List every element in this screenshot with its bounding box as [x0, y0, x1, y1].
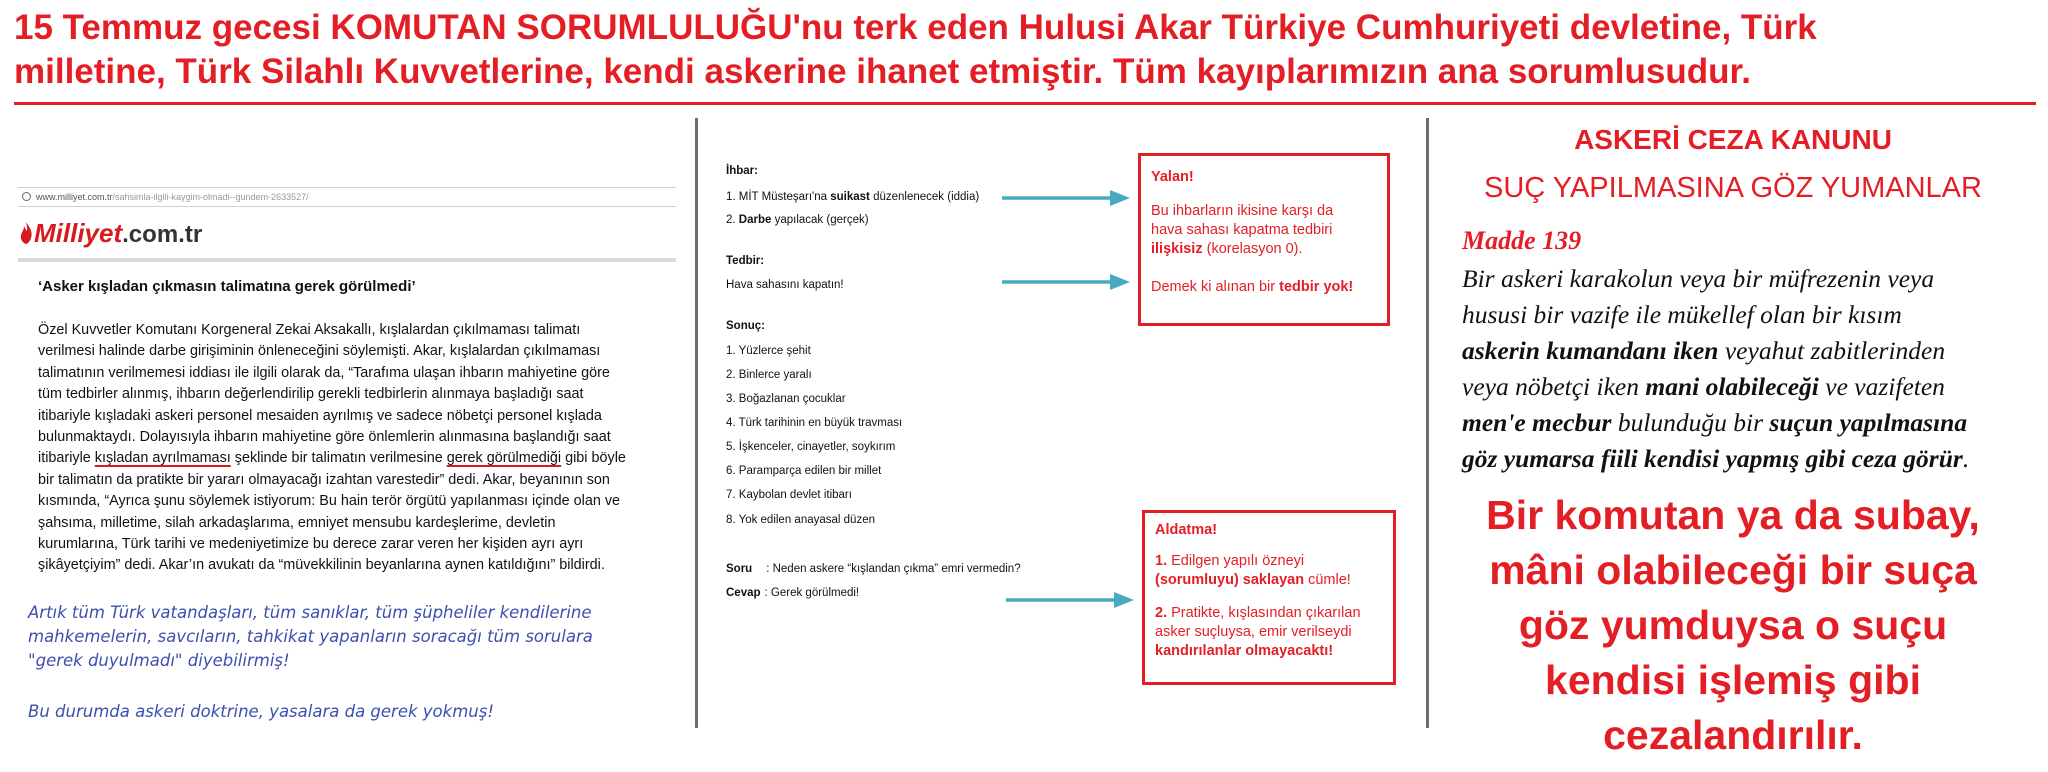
tedbir-label: Tedbir:	[726, 255, 765, 267]
url-host: www.milliyet.com.tr	[36, 192, 113, 202]
text: 2.	[726, 214, 739, 226]
logo-domain: .com.tr	[122, 221, 203, 248]
law-bold: suçun yapılmasına	[1769, 408, 1968, 437]
article-line: itibariyle kışladaki askeri personel mesaiden ayrılmış ve sadece nöbetçi personel kışlada	[38, 407, 602, 424]
cevap-line	[726, 587, 859, 599]
info-icon	[22, 192, 31, 201]
ihbar-label: İhbar:	[726, 165, 758, 177]
article-body	[38, 320, 678, 577]
arrow-right-icon	[1002, 272, 1132, 292]
article-line-underlined	[38, 448, 678, 469]
text-bold: 2.	[1155, 605, 1168, 621]
sonuc-item: 7. Kaybolan devlet itibarı	[726, 489, 852, 501]
article-text: şeklinde bir talimatın verilmesine	[230, 450, 447, 467]
law-plain: bulunduğu bir	[1611, 408, 1770, 437]
text: düzenlenecek (iddia)	[869, 191, 980, 203]
callout-line	[1155, 552, 1383, 571]
article-text: gibi böyle	[561, 450, 626, 467]
headline	[14, 6, 2034, 94]
law-plain: veya nöbetçi iken	[1462, 372, 1646, 401]
text-bold: ilişkisiz	[1151, 241, 1203, 257]
article-line: verilmesi halinde darbe girişiminin önleneceğini söylemişti. Akar, kışlalardan çıkılmaması	[38, 343, 601, 360]
callout-line	[1151, 240, 1377, 259]
sonuc-item: 8. Yok edilen anayasal düzen	[726, 514, 875, 526]
underlined-phrase: gerek görülmediği	[446, 450, 562, 467]
text-bold: kandırılanlar olmayacaktı!	[1155, 643, 1334, 659]
callout-title: Aldatma!	[1155, 522, 1218, 538]
article-text: itibariyle	[38, 450, 95, 467]
sonuc-item: 4. Türk tarihinin en büyük travması	[726, 417, 903, 429]
article-line: şahsıma, milletime, silah arkadaşlarıma, emniyet mensubu kardeşlerime, devletin	[38, 514, 556, 531]
callout-aldatma	[1142, 510, 1396, 685]
note-line: mahkemelerin, savcıların, tahkikat yapanların soracağı tüm sorulara	[28, 627, 593, 646]
summary-line: cezalandırılır.	[1603, 712, 1863, 758]
callout-line	[1155, 571, 1383, 590]
article-line: şikâyetçiyim” dedi. Akar’ın avukatı da “müvekkilinin beyanlarına aynen katıldığını” bildirdi.	[38, 557, 605, 574]
text: Pratikte, kışlasından çıkarılan	[1167, 605, 1361, 621]
summary-line: Bir komutan ya da subay,	[1486, 492, 1980, 538]
callout-line: hava sahası kapatma tedbiri	[1151, 222, 1333, 238]
summary-line: mâni olabileceği bir suça	[1489, 547, 1977, 593]
callout-line	[1155, 642, 1383, 661]
article-number: Madde 139	[1462, 226, 1582, 255]
callout-yalan	[1138, 153, 1390, 326]
text-bold: (sorumluyu) saklayan	[1155, 572, 1305, 588]
cevap-label: Cevap	[726, 587, 761, 599]
url-bar	[18, 187, 676, 207]
law-line	[1462, 405, 1969, 441]
flame-icon	[18, 221, 34, 245]
text: 1. MİT Müsteşarı'na	[726, 191, 831, 203]
note-line: Artık tüm Türk vatandaşları, tüm sanıklar, tüm şüpheliler kendilerine	[28, 603, 592, 622]
tedbir-text: Hava sahasını kapatın!	[726, 279, 844, 291]
cevap-text: : Gerek görülmedi!	[764, 587, 860, 599]
callout-line: Bu ihbarların ikisine karşı da	[1151, 203, 1334, 219]
summary-statement	[1430, 488, 2036, 763]
logo-divider	[18, 258, 676, 262]
law-line	[1462, 333, 1969, 369]
note-line: "gerek duyulmadı" diyebilirmiş!	[28, 651, 290, 670]
callout-line: asker suçluysa, emir verilseydi	[1155, 624, 1352, 640]
law-bold: mani olabileceği	[1645, 372, 1819, 401]
headline-line-2: milletine, Türk Silahlı Kuvvetlerine, kendi askerine ihanet etmiştir. Tüm kayıplarımızın ana sorumlusudur.	[14, 52, 1751, 91]
law-line: Bir askeri karakolun veya bir müfrezenin veya	[1462, 264, 1935, 293]
text: Demek ki alınan bir	[1151, 279, 1280, 295]
law-subheading: SUÇ YAPILMASINA GÖZ YUMANLAR	[1484, 172, 1982, 204]
sonuc-item: 6. Paramparça edilen bir millet	[726, 465, 882, 477]
sonuc-item: 1. Yüzlerce şehit	[726, 345, 811, 357]
text-bold: 1.	[1155, 553, 1168, 569]
summary-line: kendisi işlemiş gibi	[1545, 657, 1921, 703]
law-plain: ve vazifeten	[1818, 372, 1945, 401]
article-line: bir talimatın da pratikte bir yararı olmayacağı izahtan varestedir” dedi. Akar, beyanının son	[38, 471, 610, 488]
text-bold: Darbe	[738, 214, 772, 226]
text-bold: tedbir yok!	[1279, 279, 1354, 295]
soru-line	[726, 563, 1021, 575]
article-line: kurumlarına, Türk tarihi ve medeniyetimize bu derece zarar veren her kişiden ayrı ayrı	[38, 536, 584, 553]
sonuc-item: 5. İşkenceler, cinayetler, soykırım	[726, 441, 896, 453]
law-plain: veyahut zabitlerinden	[1718, 336, 1946, 365]
law-plain: .	[1962, 444, 1970, 473]
callout-line	[1155, 604, 1383, 623]
sonuc-label: Sonuç:	[726, 320, 765, 332]
headline-divider	[14, 102, 2036, 105]
article-line: Özel Kuvvetler Komutanı Korgeneral Zekai Aksakallı, kışlalardan çıkılmaması talimatı	[38, 322, 581, 338]
law-heading: ASKERİ CEZA KANUNU	[1574, 124, 1892, 155]
soru-text: : Neden askere “kışlandan çıkma” emri vermedin?	[766, 563, 1021, 575]
ihbar-item-1	[726, 191, 979, 203]
text: yapılacak (gerçek)	[771, 214, 869, 226]
text: (korelasyon 0).	[1202, 241, 1303, 257]
article-line: kısmında, “Ayrıca şunu söylemek istiyorum: Bu hain terör örgütü yapılanması içinde olan ve	[38, 493, 621, 510]
article-line: talimatının verilmemesi iddiası ile ilgili olarak da, “Tarafıma ulaşan ihbarın mahiyetine göre	[38, 364, 610, 381]
callout-title: Yalan!	[1151, 169, 1194, 185]
law-line	[1462, 441, 1969, 477]
column-divider-right	[1426, 118, 1429, 728]
milliyet-logo	[18, 218, 202, 248]
soru-label: Soru	[726, 563, 753, 575]
arrow-right-icon	[1002, 188, 1132, 208]
article-title: ‘Asker kışladan çıkmasın talimatına gerek görülmedi’	[38, 278, 416, 295]
article-line: bulunmaktaydı. Dolayısıyla ihbarın mahiyetine göre önlemlerin alınmasına başlandığı saat	[38, 429, 611, 446]
callout-line	[1151, 278, 1377, 297]
headline-line-1: 15 Temmuz gecesi KOMUTAN SORUMLULUĞU'nu terk eden Hulusi Akar Türkiye Cumhuriyeti devletine, Türk	[14, 8, 1817, 47]
commentary-note	[28, 601, 593, 673]
text: Edilgen yapılı özneyi	[1167, 553, 1305, 569]
ihbar-item-2	[726, 214, 869, 226]
summary-line: göz yumduysa o suçu	[1518, 602, 1948, 648]
arrow-right-icon	[1006, 590, 1136, 610]
law-bold: göz yumarsa fiili kendisi yapmış gibi ceza görür	[1462, 444, 1963, 473]
article-line: tüm tedbirler alınmış, ihbarın değerlendirilip gerekli tedbirlerin alınmaya başladığı saat	[38, 386, 584, 403]
law-line: hususi bir vazife ile mükellef olan bir kısım	[1462, 300, 1902, 329]
text: cümle!	[1304, 572, 1351, 588]
column-divider-left	[695, 118, 698, 728]
url-path: /sahsimla-ilgili-kaygim-olmadi--gundem-2633527/	[112, 192, 309, 202]
sonuc-item: 2. Binlerce yaralı	[726, 369, 812, 381]
text-bold: suikast	[830, 191, 870, 203]
law-bold: askerin kumandanı iken	[1462, 336, 1719, 365]
underlined-phrase: kışladan ayrılmaması	[94, 450, 231, 467]
law-bold: men'e mecbur	[1462, 408, 1612, 437]
logo-wordmark: Milliyet	[34, 218, 123, 248]
law-line	[1462, 369, 1969, 405]
sonuc-item: 3. Boğazlanan çocuklar	[726, 393, 846, 405]
law-text	[1462, 261, 1969, 477]
commentary-conclusion: Bu durumda askeri doktrine, yasalara da gerek yokmuş!	[28, 702, 494, 721]
